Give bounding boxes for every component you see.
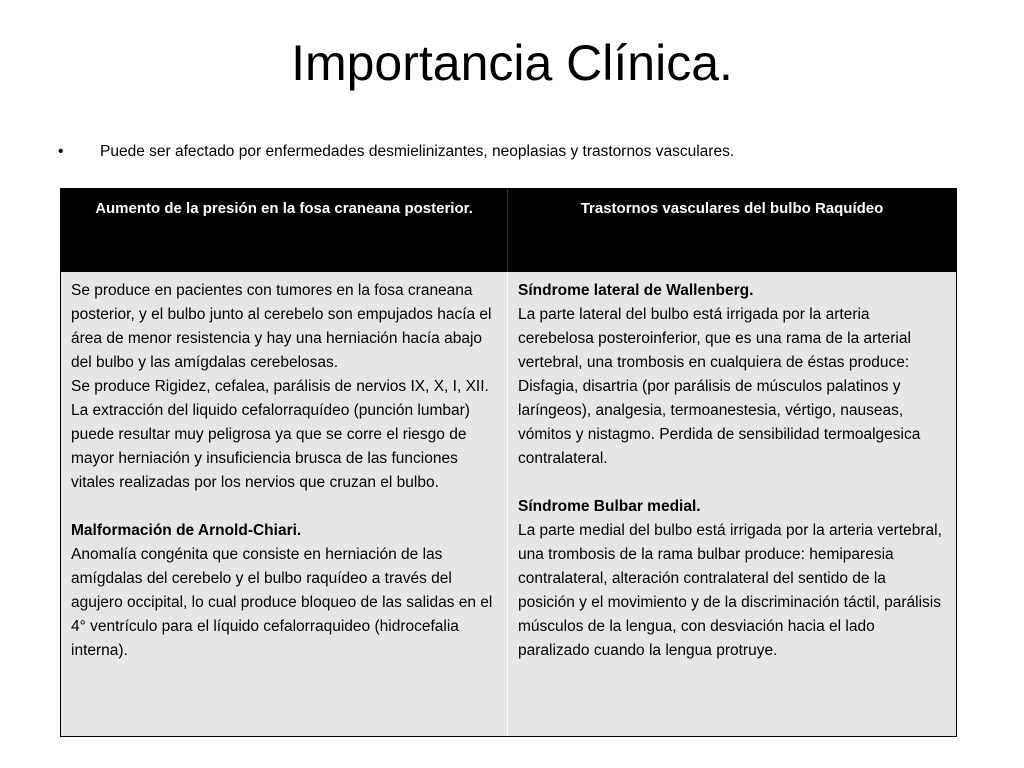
slide-title: Importancia Clínica. — [291, 35, 733, 91]
wallenberg-paragraph: La parte lateral del bulbo está irrigada por la arteria cerebelosa posteroinferior, que es una rama de la arterial vertebral, una trombosis en cualquiera de éstas produce: Disfagia, disartria (por parálisis de músculos palatinos y laríngeos), analgesia, termoanestesia, vértigo, nauseas, vómitos y nistagmo. Perdida de sensibilidad termoalgesica contralateral. — [518, 306, 921, 467]
table-header-vascular: Trastornos vasculares del bulbo Raquídeo — [508, 189, 956, 272]
pressure-paragraph-1: Se produce en pacientes con tumores en la fosa craneana posterior, y el bulbo junto al cerebelo son empujados hacía el área de menor resistencia y hay una herniación hacía abajo del bulbo y las amígdalas cerebelosas. — [71, 282, 492, 371]
bulbar-medial-paragraph: La parte medial del bulbo está irrigada por la arteria vertebral, una trombosis de la rama bulbar produce: hemiparesia contralateral, alteración contralateral del sentido de la posición y el movimiento y de la discriminación táctil, parálisis músculos de la lengua, con desviación hacia el lado paralizado cuando la lengua protruye. — [518, 522, 942, 659]
paragraph-spacer — [518, 471, 946, 495]
table-cell-pressure — [61, 272, 508, 736]
bullet-text: Puede ser afectado por enfermedades desmielinizantes, neoplasias y trastornos vasculares. — [100, 143, 735, 160]
arnold-chiari-paragraph: Anomalía congénita que consiste en herniación de las amígdalas del cerebelo y el bulbo raquídeo a través del agujero occipital, lo cual produce bloqueo de las salidas en el 4° ventrículo para el líquido cefalorraquideo (hidrocefalia interna). — [71, 546, 493, 659]
content-table — [60, 188, 957, 737]
bullet-marker: • — [58, 143, 64, 160]
arnold-chiari-heading: Malformación de Arnold-Chiari. — [71, 522, 302, 539]
wallenberg-heading: Síndrome lateral de Wallenberg. — [518, 282, 754, 299]
pressure-paragraph-2: Se produce Rigidez, cefalea, parálisis de nervios IX, X, I, XII. La extracción del liquido cefalorraquídeo (punción lumbar) puede resultar muy peligrosa ya que se corre el riesgo de mayor herniación y insuficiencia brusca de las funciones vitales realizadas por los nervios que cruzan el bulbo. — [71, 378, 489, 491]
table-cell-vascular — [508, 272, 956, 736]
table-header-pressure: Aumento de la presión en la fosa craneana posterior. — [61, 189, 508, 272]
bulbar-medial-heading: Síndrome Bulbar medial. — [518, 498, 701, 515]
paragraph-spacer — [71, 495, 497, 519]
